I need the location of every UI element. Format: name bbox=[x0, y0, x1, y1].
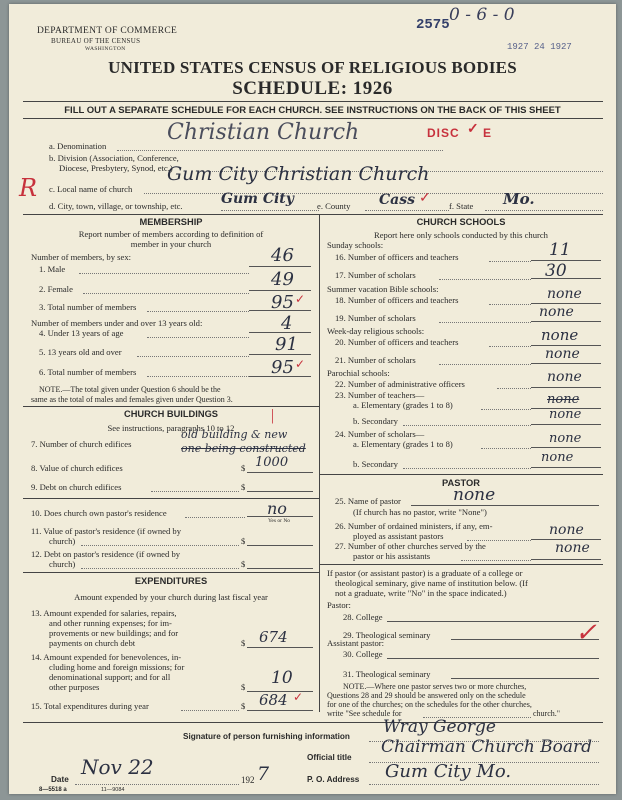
official-title-value: Chairman Church Board bbox=[381, 737, 593, 757]
pastor-name-label: 25. Name of pastor bbox=[335, 496, 401, 506]
separate-schedule-instruction: FILL OUT A SEPARATE SCHEDULE FOR EACH CHURCH. SEE INSTRUCTIONS ON THE BACK OF THIS SHEET bbox=[64, 105, 561, 116]
edifices-count-label: 7. Number of church edifices bbox=[31, 439, 132, 449]
residence-value-label-2: church) bbox=[49, 536, 76, 546]
date-label: Date bbox=[51, 775, 69, 784]
pastor-college-label: 28. College bbox=[343, 612, 383, 622]
residence-debt-dollar: $ bbox=[241, 559, 246, 569]
running-expenses-label-1: 13. Amount expended for salaries, repairs, bbox=[31, 608, 177, 618]
assistant-college-label: 30. College bbox=[343, 649, 383, 659]
city-value: Gum City bbox=[221, 191, 294, 207]
benevolences-value: 10 bbox=[271, 668, 293, 688]
female-label: 2. Female bbox=[39, 284, 73, 294]
pastor-note-2: Questions 28 and 29 should be answered only on the schedule bbox=[327, 691, 526, 700]
benevolences-label-2: cluding home and foreign missions; for bbox=[49, 662, 185, 672]
signature-value: Wray George bbox=[383, 717, 496, 737]
residence-debt-label-2: church) bbox=[49, 559, 76, 569]
under-13-label: 4. Under 13 years of age bbox=[39, 328, 124, 338]
residence-value-dollar: $ bbox=[241, 536, 246, 546]
county-check: ✓ bbox=[419, 191, 431, 206]
weekday-officers-label: 20. Number of officers and teachers bbox=[335, 337, 459, 347]
scholars-label: 24. Number of scholars— bbox=[335, 429, 425, 439]
teachers-elementary-value: none bbox=[547, 392, 580, 407]
washington-label: WASHINGTON bbox=[85, 46, 126, 52]
schools-heading: CHURCH SCHOOLS bbox=[416, 217, 506, 227]
weekday-officers-value: none bbox=[541, 326, 579, 344]
pastor-section-label: Pastor: bbox=[327, 600, 351, 610]
pastor-name-hint: (If church has no pastor, write "None") bbox=[353, 507, 487, 517]
summer-scholars-label: 19. Number of scholars bbox=[335, 313, 416, 323]
bureau-name: BUREAU OF THE CENSUS bbox=[51, 37, 141, 45]
assistant-section-label: Assistant pastor: bbox=[327, 638, 385, 648]
buildings-heading: CHURCH BUILDINGS bbox=[124, 409, 218, 419]
buildings-sub: See instructions, paragraphs 10 to 12 bbox=[107, 423, 235, 433]
sunday-officers-label: 16. Number of officers and teachers bbox=[335, 252, 459, 262]
summer-schools-label: Summer vacation Bible schools: bbox=[327, 284, 439, 294]
owns-residence-value: no bbox=[267, 499, 287, 518]
benevolences-dollar: $ bbox=[241, 682, 246, 692]
teachers-secondary-label: b. Secondary bbox=[353, 416, 398, 426]
city-label: d. City, town, village, or township, etc. bbox=[49, 201, 183, 211]
pastor-red-check: ✓ bbox=[575, 618, 597, 648]
scholars-secondary-label: b. Secondary bbox=[353, 459, 398, 469]
membership-note-2: same as the total of males and females given under Question 3. bbox=[31, 395, 233, 404]
graduate-instruction-1: If pastor (or assistant pastor) is a graduate of a college or bbox=[327, 568, 523, 578]
teachers-elementary-label: a. Elementary (grades 1 to 8) bbox=[353, 400, 453, 410]
membership-sub-2: member in your church bbox=[130, 239, 212, 249]
division-label-2: Diocese, Presbytery, Synod, etc.) bbox=[59, 163, 173, 173]
assistant-pastors-label-1: 26. Number of ordained ministers, if any, em- bbox=[335, 521, 493, 531]
edifices-debt-dollar: $ bbox=[241, 482, 246, 492]
pastor-note-5: church." bbox=[533, 709, 561, 718]
over-13-value: 91 bbox=[275, 334, 298, 355]
membership-note-1: NOTE.—The total given under Question 6 should be the bbox=[39, 385, 221, 394]
membership-heading: MEMBERSHIP bbox=[139, 217, 203, 227]
local-name-value: Gum City Christian Church bbox=[167, 163, 430, 185]
denomination-label: a. Denomination bbox=[49, 141, 107, 151]
total-expenditures-label: 15. Total expenditures during year bbox=[31, 701, 149, 711]
pastor-heading: PASTOR bbox=[442, 478, 480, 488]
running-expenses-label-4: payments on church debt bbox=[49, 638, 136, 648]
scholars-elementary-value: none bbox=[549, 431, 582, 446]
residence-value-label: 11. Value of pastor's residence (if owned by bbox=[31, 526, 181, 536]
schools-sub: Report here only schools conducted by this church bbox=[374, 230, 548, 240]
sunday-schools-label: Sunday schools: bbox=[327, 240, 384, 250]
edifices-debt-label: 9. Debt on church edifices bbox=[31, 482, 122, 492]
county-value: Cass bbox=[379, 192, 415, 208]
form-title: UNITED STATES CENSUS OF RELIGIOUS BODIES bbox=[108, 58, 517, 77]
census-schedule-sheet bbox=[9, 4, 616, 794]
parochial-schools-label: Parochial schools: bbox=[327, 368, 390, 378]
county-label: e. County bbox=[317, 201, 351, 211]
summer-officers-value: none bbox=[547, 286, 582, 302]
year-prefix: 192 bbox=[241, 775, 255, 785]
residence-debt-label: 12. Debt on pastor's residence (if owned by bbox=[31, 549, 181, 559]
edifices-count-value-1: old building & new bbox=[181, 428, 288, 441]
running-expenses-label-3: provements or new buildings; and for bbox=[49, 628, 179, 638]
weekday-scholars-label: 21. Number of scholars bbox=[335, 355, 416, 365]
denomination-value: Christian Church bbox=[167, 120, 360, 145]
expenditures-heading: EXPENDITURES bbox=[134, 576, 208, 586]
pastor-note-4: write "See schedule for bbox=[327, 709, 402, 718]
under-13-value: 4 bbox=[281, 313, 293, 334]
summer-scholars-value: none bbox=[539, 304, 574, 320]
other-churches-label-1: 27. Number of other churches served by the bbox=[335, 541, 486, 551]
pastor-name-value: none bbox=[453, 485, 496, 505]
buildings-red-mark: | bbox=[271, 407, 275, 424]
owns-residence-label: 10. Does church own pastor's residence bbox=[31, 508, 167, 518]
running-expenses-label-2: and other running expenses; for im- bbox=[49, 618, 172, 628]
teachers-label: 23. Number of teachers— bbox=[335, 390, 425, 400]
date-value: Nov 22 bbox=[81, 755, 154, 779]
department-name: DEPARTMENT OF COMMERCE bbox=[37, 26, 178, 36]
admin-officers-value: none bbox=[547, 369, 582, 385]
edifices-value-amount: 1000 bbox=[255, 455, 289, 470]
expenditures-sub: Amount expended by your church during last fiscal year bbox=[74, 592, 268, 602]
pastor-note-3: for one of the churches; on the schedules for the other churches, bbox=[327, 700, 532, 709]
assistant-seminary-label: 31. Theological seminary bbox=[343, 669, 431, 679]
graduate-instruction-3: not a graduate, write "No" in the space indicated.) bbox=[335, 588, 507, 598]
running-expenses-value: 674 bbox=[259, 628, 288, 646]
male-label: 1. Male bbox=[39, 264, 66, 274]
state-label: f. State bbox=[449, 201, 474, 211]
year-digit: 7 bbox=[257, 763, 270, 785]
disc-stamp-suffix: E bbox=[483, 126, 492, 140]
sunday-scholars-value: 30 bbox=[545, 261, 567, 281]
total-members-check: ✓ bbox=[295, 292, 306, 306]
scholars-elementary-label: a. Elementary (grades 1 to 8) bbox=[353, 439, 453, 449]
assistant-pastors-value: none bbox=[549, 522, 584, 538]
form-schedule: SCHEDULE: 1926 bbox=[232, 78, 393, 99]
total-expenditures-value: 684 bbox=[259, 691, 288, 709]
sunday-officers-value: 11 bbox=[549, 240, 571, 260]
total-members-value: 95 bbox=[271, 292, 294, 313]
male-value: 49 bbox=[271, 269, 294, 290]
address-label: P. O. Address bbox=[307, 775, 360, 784]
top-handwritten-code: 0 - 6 - 0 bbox=[449, 5, 515, 25]
division-label: b. Division (Association, Conference, bbox=[49, 153, 179, 163]
total-expenditures-check: ✓ bbox=[293, 690, 304, 704]
local-name-label: c. Local name of church bbox=[49, 184, 133, 194]
weekday-scholars-value: none bbox=[545, 346, 580, 362]
edifices-value-dollar: $ bbox=[241, 463, 246, 473]
over-13-label: 5. 13 years old and over bbox=[39, 347, 122, 357]
other-churches-value: none bbox=[555, 540, 590, 556]
assistant-pastors-label-2: ployed as assistant pastors bbox=[353, 531, 444, 541]
admin-officers-label: 22. Number of administrative officers bbox=[335, 379, 465, 389]
total-age-check: ✓ bbox=[295, 357, 306, 371]
age-split-label: Number of members under and over 13 years old: bbox=[31, 318, 203, 328]
benevolences-label-3: denominational support; and for all bbox=[49, 672, 171, 682]
signature-label: Signature of person furnishing information bbox=[183, 732, 350, 741]
total-members-age-value: 95 bbox=[271, 357, 294, 378]
graduate-instruction-2: theological seminary, give name of institution below. (If bbox=[335, 578, 528, 588]
total-members-age-label: 6. Total number of members bbox=[39, 367, 137, 377]
benevolences-label-4: other purposes bbox=[49, 682, 100, 692]
membership-sub-1: Report number of members according to definition of bbox=[78, 229, 264, 239]
other-churches-label-2: pastor or his assistants bbox=[353, 551, 431, 561]
received-stamp-number: 2575 bbox=[416, 17, 450, 33]
edifices-count-value-2: one being constructed bbox=[181, 442, 306, 455]
scholars-secondary-value: none bbox=[541, 450, 574, 465]
margin-letter-r: R bbox=[19, 174, 38, 202]
pastor-note-1: NOTE.—Where one pastor serves two or more churches, bbox=[343, 682, 527, 691]
edifices-value-label: 8. Value of church edifices bbox=[31, 463, 123, 473]
disc-stamp: DISC bbox=[427, 126, 460, 140]
total-members-label: 3. Total number of members bbox=[39, 302, 137, 312]
benevolences-label-1: 14. Amount expended for benevolences, in- bbox=[31, 652, 182, 662]
official-title-label: Official title bbox=[307, 753, 352, 762]
members-by-sex-label: Number of members, by sex: bbox=[31, 252, 131, 262]
pastor-seminary-label: 29. Theological seminary bbox=[343, 630, 431, 640]
teachers-secondary-value: none bbox=[549, 407, 582, 422]
received-stamp-date: 1927 24 1927 bbox=[507, 42, 572, 52]
address-value: Gum City Mo. bbox=[385, 761, 512, 782]
members-by-sex-value: 46 bbox=[271, 245, 294, 266]
form-code: 8—5518 a bbox=[39, 787, 67, 793]
state-value: Mo. bbox=[503, 190, 535, 208]
total-expenditures-dollar: $ bbox=[241, 701, 246, 711]
print-code: 11—9084 bbox=[101, 787, 125, 793]
disc-stamp-check: ✓ bbox=[467, 122, 479, 137]
summer-officers-label: 18. Number of officers and teachers bbox=[335, 295, 459, 305]
owns-residence-hint: Yes or No bbox=[268, 518, 291, 524]
sunday-scholars-label: 17. Number of scholars bbox=[335, 270, 416, 280]
running-expenses-dollar: $ bbox=[241, 638, 246, 648]
weekday-schools-label: Week-day religious schools: bbox=[327, 326, 425, 336]
